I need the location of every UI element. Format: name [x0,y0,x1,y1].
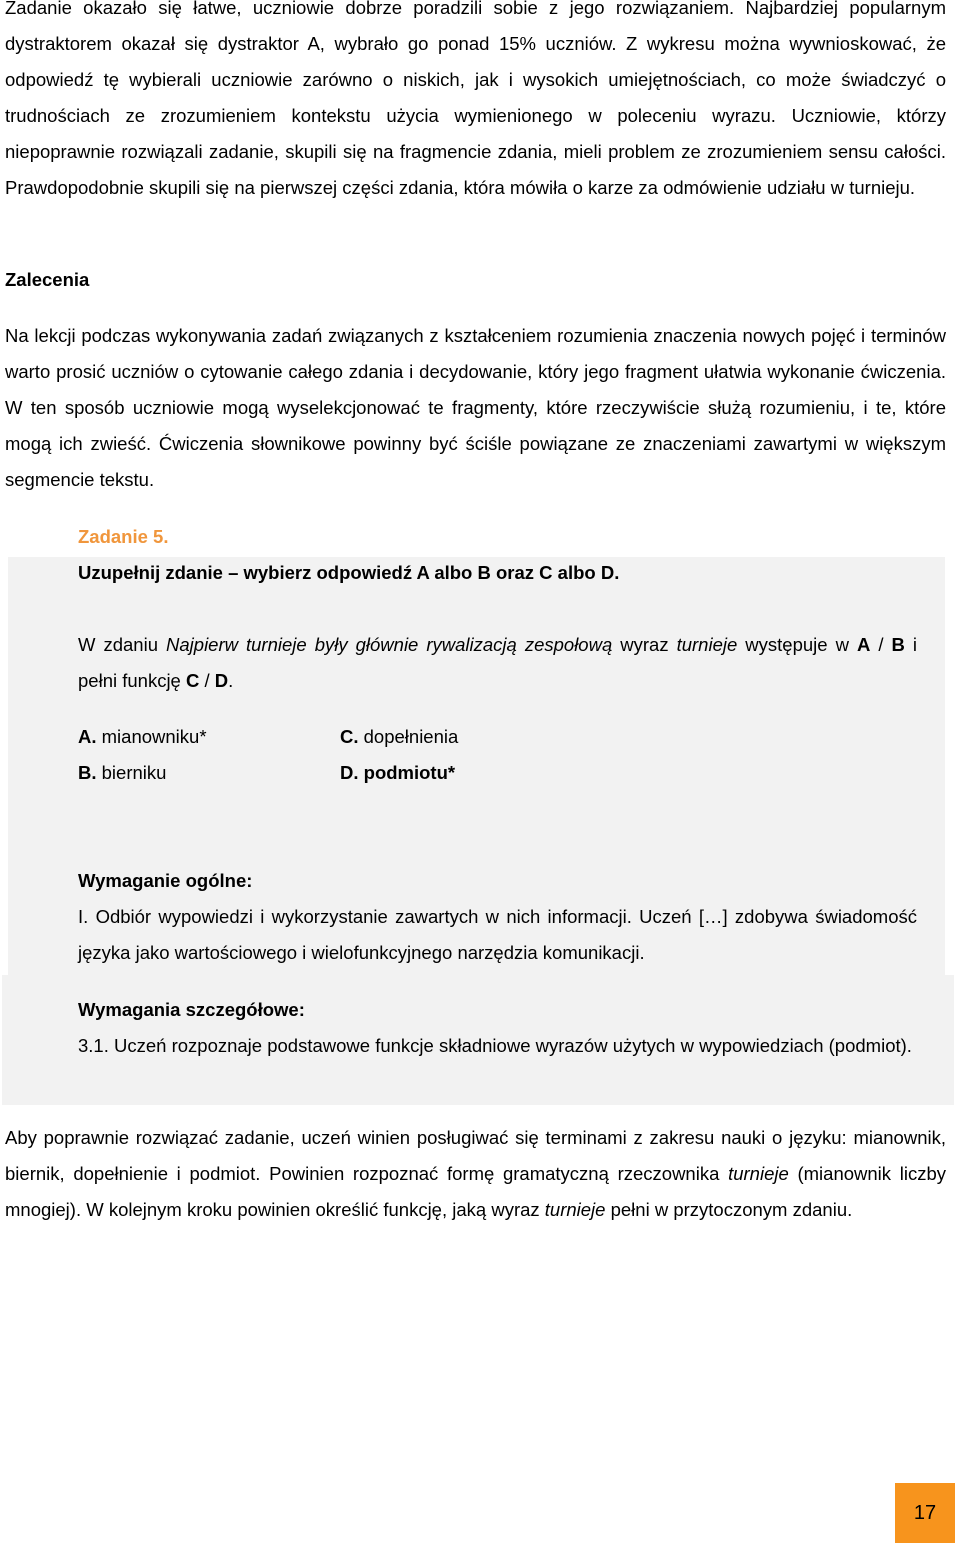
option-letter: B. [78,762,97,783]
choice-c-marker: C [185,670,200,691]
general-requirement-text: I. Odbiór wypowiedzi i wykorzystanie zawartych w nich informacji. Uczeń […] zdobywa świadomość języka jako wartościowego i wielofunkcyjnego narzędzia komunikacji. [78,906,917,963]
conclusion-text: Aby poprawnie rozwiązać zadanie, uczeń winien posługiwać się terminami z zakresu nauki o języku: mianownik, biernik, dopełnienie i podmiot. Powinien rozpoznać formę gramatyczną rzeczownika [5,1127,946,1184]
task-title: Zadanie 5. [78,526,169,547]
task-instruction: Uzupełnij zdanie – wybierz odpowiedź A albo B oraz C albo D. [78,562,620,583]
sentence-text: W zdaniu [78,634,167,655]
detail-requirement-heading: Wymagania szczegółowe: [78,999,305,1020]
sentence-quote: Najpierw turnieje były głównie rywalizacją zespołową [166,634,613,655]
conclusion-text: (mianownik liczby mnogiej). W kolejnym kroku powinien określić funkcję, jaką wyraz [5,1163,946,1220]
sentence-text: / [870,634,892,655]
option-d [340,755,455,791]
option-c [340,719,458,755]
sentence-word: turnieje [676,634,738,655]
choice-b-marker: B [891,634,905,655]
sentence-text: . [228,670,234,691]
conclusion-text: pełni w przytoczonym zdaniu. [605,1199,853,1220]
option-letter: A. [78,726,97,747]
option-text: podmiotu* [358,762,456,783]
option-letter: D. [340,762,359,783]
conclusion-paragraph [5,1120,946,1228]
option-text: bierniku [96,762,167,783]
sentence-text: występuje w [737,634,857,655]
task-sentence [78,627,917,699]
sentence-text: / [199,670,215,691]
option-text: dopełnienia [358,726,459,747]
page-number: 17 [913,1501,937,1524]
option-letter: C. [340,726,359,747]
recommendations-paragraph: Na lekcji podczas wykonywania zadań związanych z kształceniem rozumienia znaczenia nowych pojęć i terminów warto prosić uczniów o cytowanie całego zdania i decydowanie, który jego fragment ułatwia wykonanie ćwiczenia. W ten sposób uczniowie mogą wyselekcjonować te fragmenty, które rzeczywiście służą rozumieniu, i te, które mogą ich zwieść. Ćwiczenia słownikowe powinny być ściśle powiązane ze znaczeniami zawartymi w większym segmencie tekstu. [5,325,946,490]
intro-paragraph: Zadanie okazało się łatwe, uczniowie dobrze poradzili sobie z jego rozwiązaniem. Najbardziej popularnym dystraktorem okazał się dystraktor A, wybrało go ponad 15% uczniów. Z wykresu można wywnioskować, że odpowiedź tę wybierali uczniowie zarówno o niskich, jak i wysokich umiejętnościach, co może świadczyć o trudnościach ze zrozumieniem kontekstu użycia wymienionego w poleceniu wyrazu. Uczniowie, którzy niepoprawnie rozwiązali zadanie, skupili się na fragmencie zdania, mieli problem ze zrozumieniem sensu całości. Prawdopodobnie skupili się na pierwszej części zdania, która mówiła o karze za odmówienie udziału w turnieju. [5,0,946,198]
page-number-badge [895,1483,955,1543]
choice-d-marker: D [214,670,229,691]
option-b [78,755,166,791]
option-text: mianowniku* [96,726,207,747]
conclusion-word: turnieje [544,1199,606,1220]
sentence-text: i pełni funkcję [78,634,917,691]
recommendations-heading: Zalecenia [5,269,90,290]
sentence-text: wyraz [612,634,677,655]
general-requirement-heading: Wymaganie ogólne: [78,870,253,891]
choice-a-marker: A [856,634,871,655]
option-a [78,719,207,755]
detail-requirement-text: 3.1. Uczeń rozpoznaje podstawowe funkcje składniowe wyrazów użytych w wypowiedziach (podmiot). [78,1035,912,1056]
conclusion-word: turnieje [728,1163,789,1184]
